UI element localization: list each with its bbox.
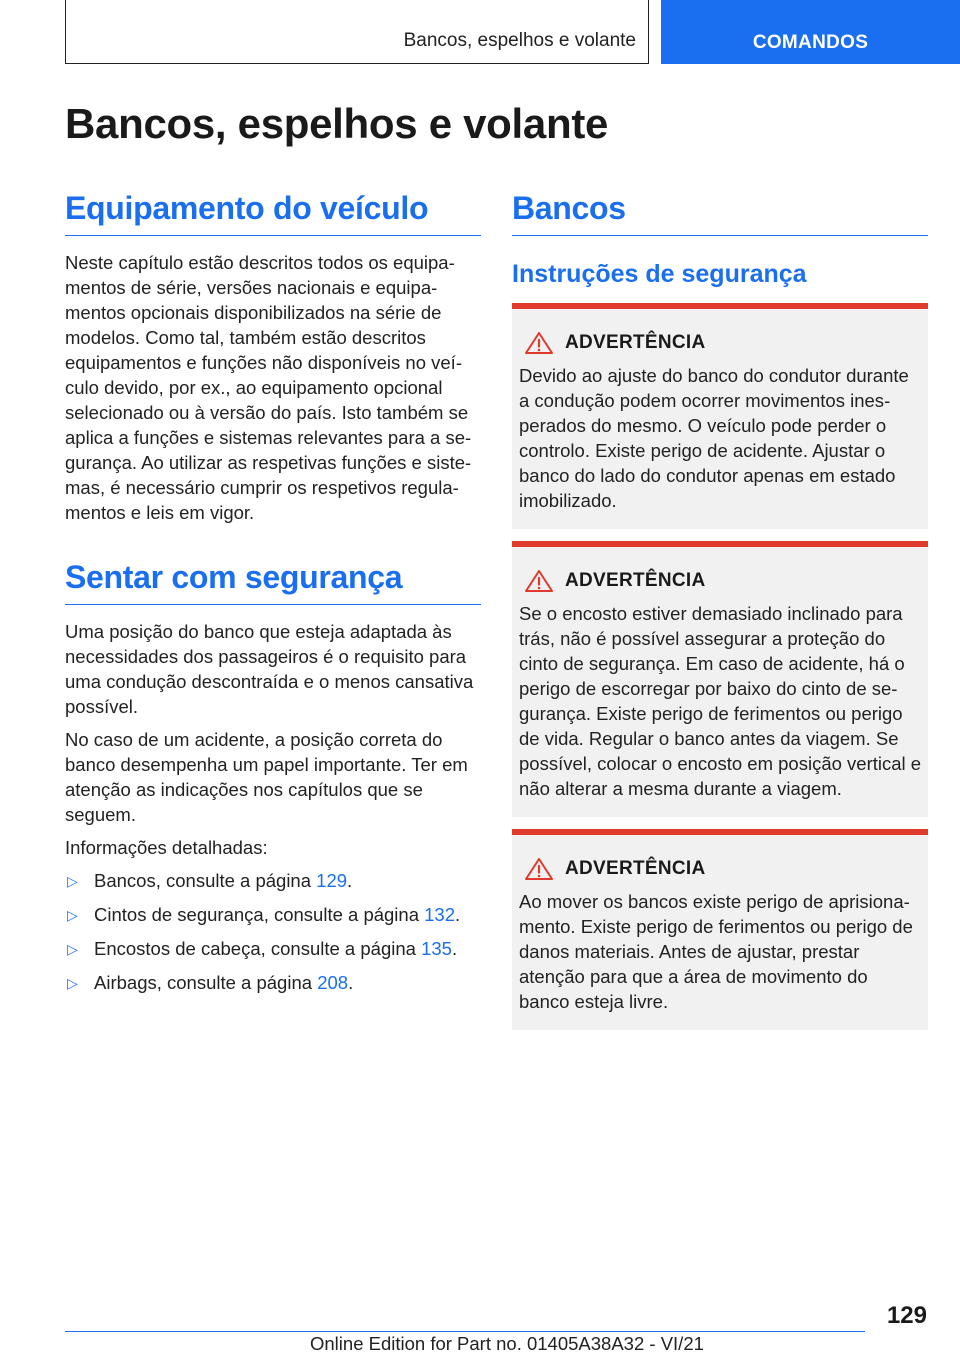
warning-triangle-icon (524, 331, 554, 355)
warning-triangle-icon (524, 569, 554, 593)
reference-list (65, 868, 481, 996)
warning-text: Devido ao ajuste do banco do condutor durante a condução podem ocorrer movimentos inesperados do mesmo. O veículo pode perder o controlo. Existe perigo de acidente. Ajustar o banco do lado do condutor apenas em estado imobilizado. (519, 365, 909, 511)
page-link-132[interactable]: 132 (424, 904, 456, 925)
intro-paragraph: Neste capítulo estão descritos todos os equipamentos de série, versões nacionais e equipamentos opcionais disponibilizados na série de modelos. Como tal, também estão descritos equipamentos e funções não disponíveis no veículo devido, por ex., ao equipamento opcional selecionado ou à versão do país. Isto também se aplica a funções e sistemas relevantes para a segurança. Ao utilizar as respetivas funções e sistemas, é necessário cumprir os respetivos regulamentos e leis em vigor. (65, 252, 472, 523)
warning-text: Se o encosto estiver demasiado inclinado para trás, não é possível assegurar a proteção do cinto de segurança. Em caso de acidente, há o perigo de escorregar por baixo do cinto de segurança. Existe perigo de ferimentos ou perigo de vida. Regular o banco antes da viagem. Se possível, colocar o encosto em posição vertical e não alterar a mesma durante a viagem. (519, 603, 922, 799)
list-item: ▷ Bancos, consulte a página 129. (65, 868, 481, 894)
heading-vehicle-equipment: Equipamento do veículo (65, 190, 481, 236)
list-item: ▷ Encostos de cabeça, consulte a página 135. (65, 936, 481, 962)
page-link-208[interactable]: 208 (317, 972, 349, 993)
warning-triangle-icon (524, 857, 554, 881)
sit-safely-paragraph-1: Uma posição do banco que esteja adaptada às necessidades dos passageiros é o requisito para uma condução descontraída e o menos cansativa possível. (65, 621, 474, 717)
page-number: 129 (886, 1302, 927, 1329)
reference-text: Bancos, consulte a página (94, 870, 317, 891)
page-link-135[interactable]: 135 (421, 938, 452, 959)
list-item: ▷ Airbags, consulte a página 208. (65, 970, 481, 996)
warning-text: Ao mover os bancos existe perigo de aprisionamento. Existe perigo de ferimentos ou perigo de danos materiais. Antes de ajustar, prestar atenção para que a área de movimento do banco esteja livre. (519, 891, 913, 1012)
reference-text: Encostos de cabeça, consulte a página (94, 938, 422, 959)
footer-divider (65, 1331, 865, 1332)
header-section-box (65, 0, 649, 64)
triangle-right-outline-icon: ▷ (67, 907, 78, 923)
warning-title: ADVERTÊNCIA (565, 570, 706, 591)
header-chapter-label: COMANDOS (752, 32, 869, 53)
heading-safety-instructions: Instruções de segurança (512, 260, 807, 288)
warning-box (512, 303, 928, 529)
details-label: Informações detalhadas: (65, 837, 268, 858)
triangle-right-outline-icon: ▷ (67, 941, 78, 957)
sit-safely-paragraph-2: No caso de um acidente, a posição correta do banco desempenha um papel importante. Ter em atenção as indicações nos capítulos que se seguem. (65, 729, 468, 825)
page-link-129[interactable]: 129 (316, 870, 348, 891)
right-column (512, 190, 928, 1042)
reference-text: Airbags, consulte a página (94, 972, 318, 993)
list-item: ▷ Cintos de segurança, consulte a página 132. (65, 902, 481, 928)
footer-edition: Online Edition for Part no. 01405A38A32 - VI/21 (310, 1333, 704, 1354)
heading-seats: Bancos (512, 190, 928, 236)
warning-box (512, 829, 928, 1030)
header-section-title: Bancos, espelhos e volante (403, 30, 636, 51)
warning-box (512, 541, 928, 817)
triangle-right-outline-icon: ▷ (67, 873, 78, 889)
header-chapter-tab[interactable] (661, 0, 960, 64)
page-title: Bancos, espelhos e volante (65, 100, 609, 147)
heading-sit-safely: Sentar com segurança (65, 559, 481, 605)
reference-text: Cintos de segurança, consulte a página (94, 904, 425, 925)
left-column (65, 190, 481, 996)
warning-title: ADVERTÊNCIA (565, 858, 706, 879)
triangle-right-outline-icon: ▷ (67, 975, 78, 991)
section-sit-safely (65, 559, 481, 996)
warning-title: ADVERTÊNCIA (565, 332, 706, 353)
